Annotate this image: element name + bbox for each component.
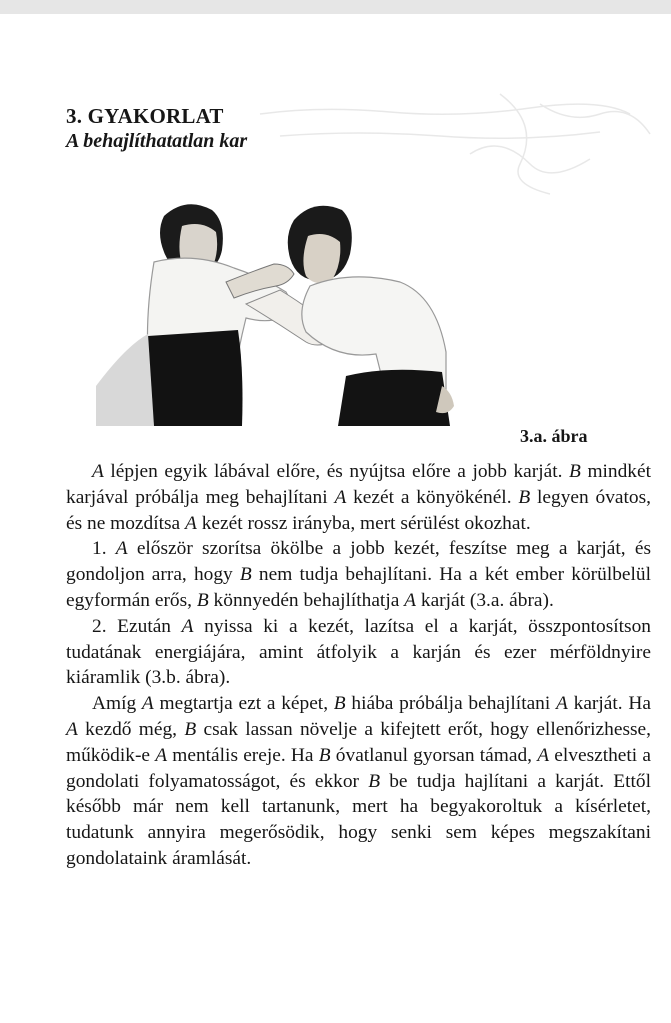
book-page (0, 14, 671, 1023)
paragraph-4: Amíg A megtartja ezt a képet, B hiába próbálja behajlítani A karját. Ha A kezdő még, B csak lassan növelje a kifejtett erőt, hogy ellenőrizhesse, működik-e A mentális ereje. Ha B óvatlanul gyorsan támad, A elvesztheti a gondolati folyamatosságot, és ekkor B be tudja hajlítani a karját. Ettől később már nem kell tartanunk, mert ha begyakoroltuk a kísérletet, tudatunk annyira megerősödik, hogy senki sem képes megszakítani gondolataink áramlását. (66, 693, 652, 869)
exercise-photo (96, 186, 486, 426)
exercise-subheading: A behajlíthatatlan kar (66, 130, 248, 152)
paragraph-3: 2. Ezután A nyissa ki a kezét, lazítsa el a karját, összpontosítson tudatának energiájára, amint átfolyik a karján és ezer mérföldnyire kiáramlik (3.b. ábra). (66, 615, 651, 689)
paragraph-2: 1. A először szorítsa ökölbe a jobb kezét, feszítse meg a karját, és gondoljon arra, hogy B nem tudja behajlítani. Ha a két ember körülbelül egyformán erős, B könnyedén behajlíthatja A karját (3.a. ábra). (66, 538, 651, 611)
figure-caption: 3.a. ábra (520, 426, 588, 446)
body-text (66, 459, 651, 872)
exercise-heading: 3. GYAKORLAT (66, 104, 224, 128)
paragraph-1: A lépjen egyik lábával előre, és nyújtsa előre a jobb karját. B mindkét karjával próbálja meg behajlítani A kezét a könyökénél. B legyen óvatos, és ne mozdítsa A kezét rossz irányba, mert sérülést okozhat. (66, 461, 651, 534)
viewer-top-bar (0, 0, 671, 14)
person-b-figure (288, 206, 454, 426)
